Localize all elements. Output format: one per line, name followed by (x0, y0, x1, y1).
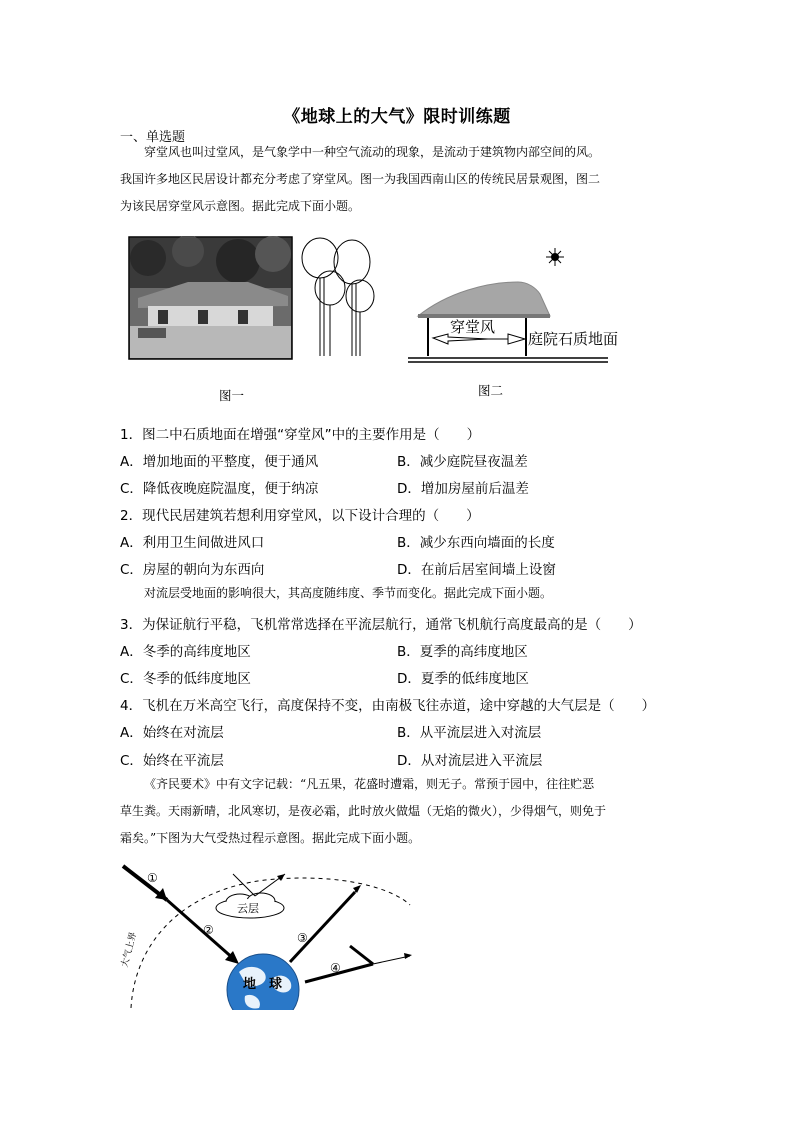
q3-stem: 3．为保证航行平稳，飞机常常选择在平流层航行，通常飞机航行高度最高的是（ ） (120, 617, 642, 633)
label-4: ④ (330, 961, 341, 975)
cloud-label: 云层 (237, 902, 259, 915)
boundary-label: 大气上界 (120, 931, 140, 969)
sun-icon (546, 248, 564, 266)
q4-stem: 4．飞机在万米高空飞行，高度保持不变，由南极飞往赤道，途中穿越的大气层是（ ） (120, 698, 656, 714)
q2-option-a: A．利用卫生间做进风口 (120, 535, 265, 551)
page-title: 《地球上的大气》限时训练题 (283, 107, 511, 127)
earth-label: 地 球 (243, 977, 283, 992)
intro1-line3: 为该民居穿堂风示意图。据此完成下面小题。 (120, 199, 361, 213)
q2-stem: 2．现代民居建筑若想利用穿堂风，以下设计合理的（ ） (120, 508, 480, 524)
ground-label: 庭院石质地面 (528, 330, 619, 348)
figure2-diagram (408, 246, 638, 368)
tree-sketch (298, 236, 383, 358)
figure1-caption: 图一 (219, 388, 245, 403)
intro1-line1: 穿堂风也叫过堂风，是气象学中一种空气流动的现象，是流动于建筑物内部空间的风。 (144, 145, 601, 159)
q2-option-c: C．房屋的朝向为东西向 (120, 562, 265, 578)
intro1-line2: 我国许多地区民居设计都充分考虑了穿堂风。图一为我国西南山区的传统民居景观图，图二 (120, 172, 601, 186)
intro-paragraph-1 (120, 139, 690, 220)
wind-label: 穿堂风 (450, 318, 496, 336)
q2-option-b: B．减少东西向墙面的长度 (397, 535, 555, 551)
label-1: ① (147, 871, 158, 885)
q1-option-a: A．增加地面的平整度，便于通风 (120, 454, 319, 470)
intro-paragraph-3 (120, 771, 690, 852)
q4-option-c: C．始终在平流层 (120, 753, 224, 769)
q3-option-b: B．夏季的高纬度地区 (397, 644, 528, 660)
q1-stem: 1．图二中石质地面在增强“穿堂风”中的主要作用是（ ） (120, 427, 481, 443)
q1-option-d: D．增加房屋前后温差 (397, 481, 529, 497)
q1-option-b: B．减少庭院昼夜温差 (397, 454, 528, 470)
q3-option-a: A．冬季的高纬度地区 (120, 644, 251, 660)
figure3-heating-diagram (115, 860, 425, 1010)
figure1-photo (128, 236, 293, 360)
intro3-line2: 草生粪。天雨新晴，北风寒切，是夜必霜，此时放火做煴（无焰的微火），少得烟气，则免于 (120, 804, 607, 818)
label-2: ② (203, 923, 214, 937)
intro3-line3: 霜矣。”下图为大气受热过程示意图。据此完成下面小题。 (120, 831, 421, 845)
section-heading: 一、单选题 (120, 130, 186, 145)
q1-option-c: C．降低夜晚庭院温度，便于纳凉 (120, 481, 319, 497)
q3-option-c: C．冬季的低纬度地区 (120, 671, 251, 687)
q3-option-d: D．夏季的低纬度地区 (397, 671, 529, 687)
q4-option-d: D．从对流层进入平流层 (397, 753, 543, 769)
figure2-caption: 图二 (478, 383, 504, 398)
q4-option-b: B．从平流层进入对流层 (397, 725, 542, 741)
q4-option-a: A．始终在对流层 (120, 725, 224, 741)
intro3-line1: 《齐民要术》中有文字记载：“凡五果，花盛时遭霜，则无子。常预于园中，往往贮恶 (144, 777, 595, 791)
label-3: ③ (297, 931, 308, 945)
intro-paragraph-2: 对流层受地面的影响很大，其高度随纬度、季节而变化。据此完成下面小题。 (144, 586, 553, 600)
q2-option-d: D．在前后居室间墙上设窗 (397, 562, 556, 578)
